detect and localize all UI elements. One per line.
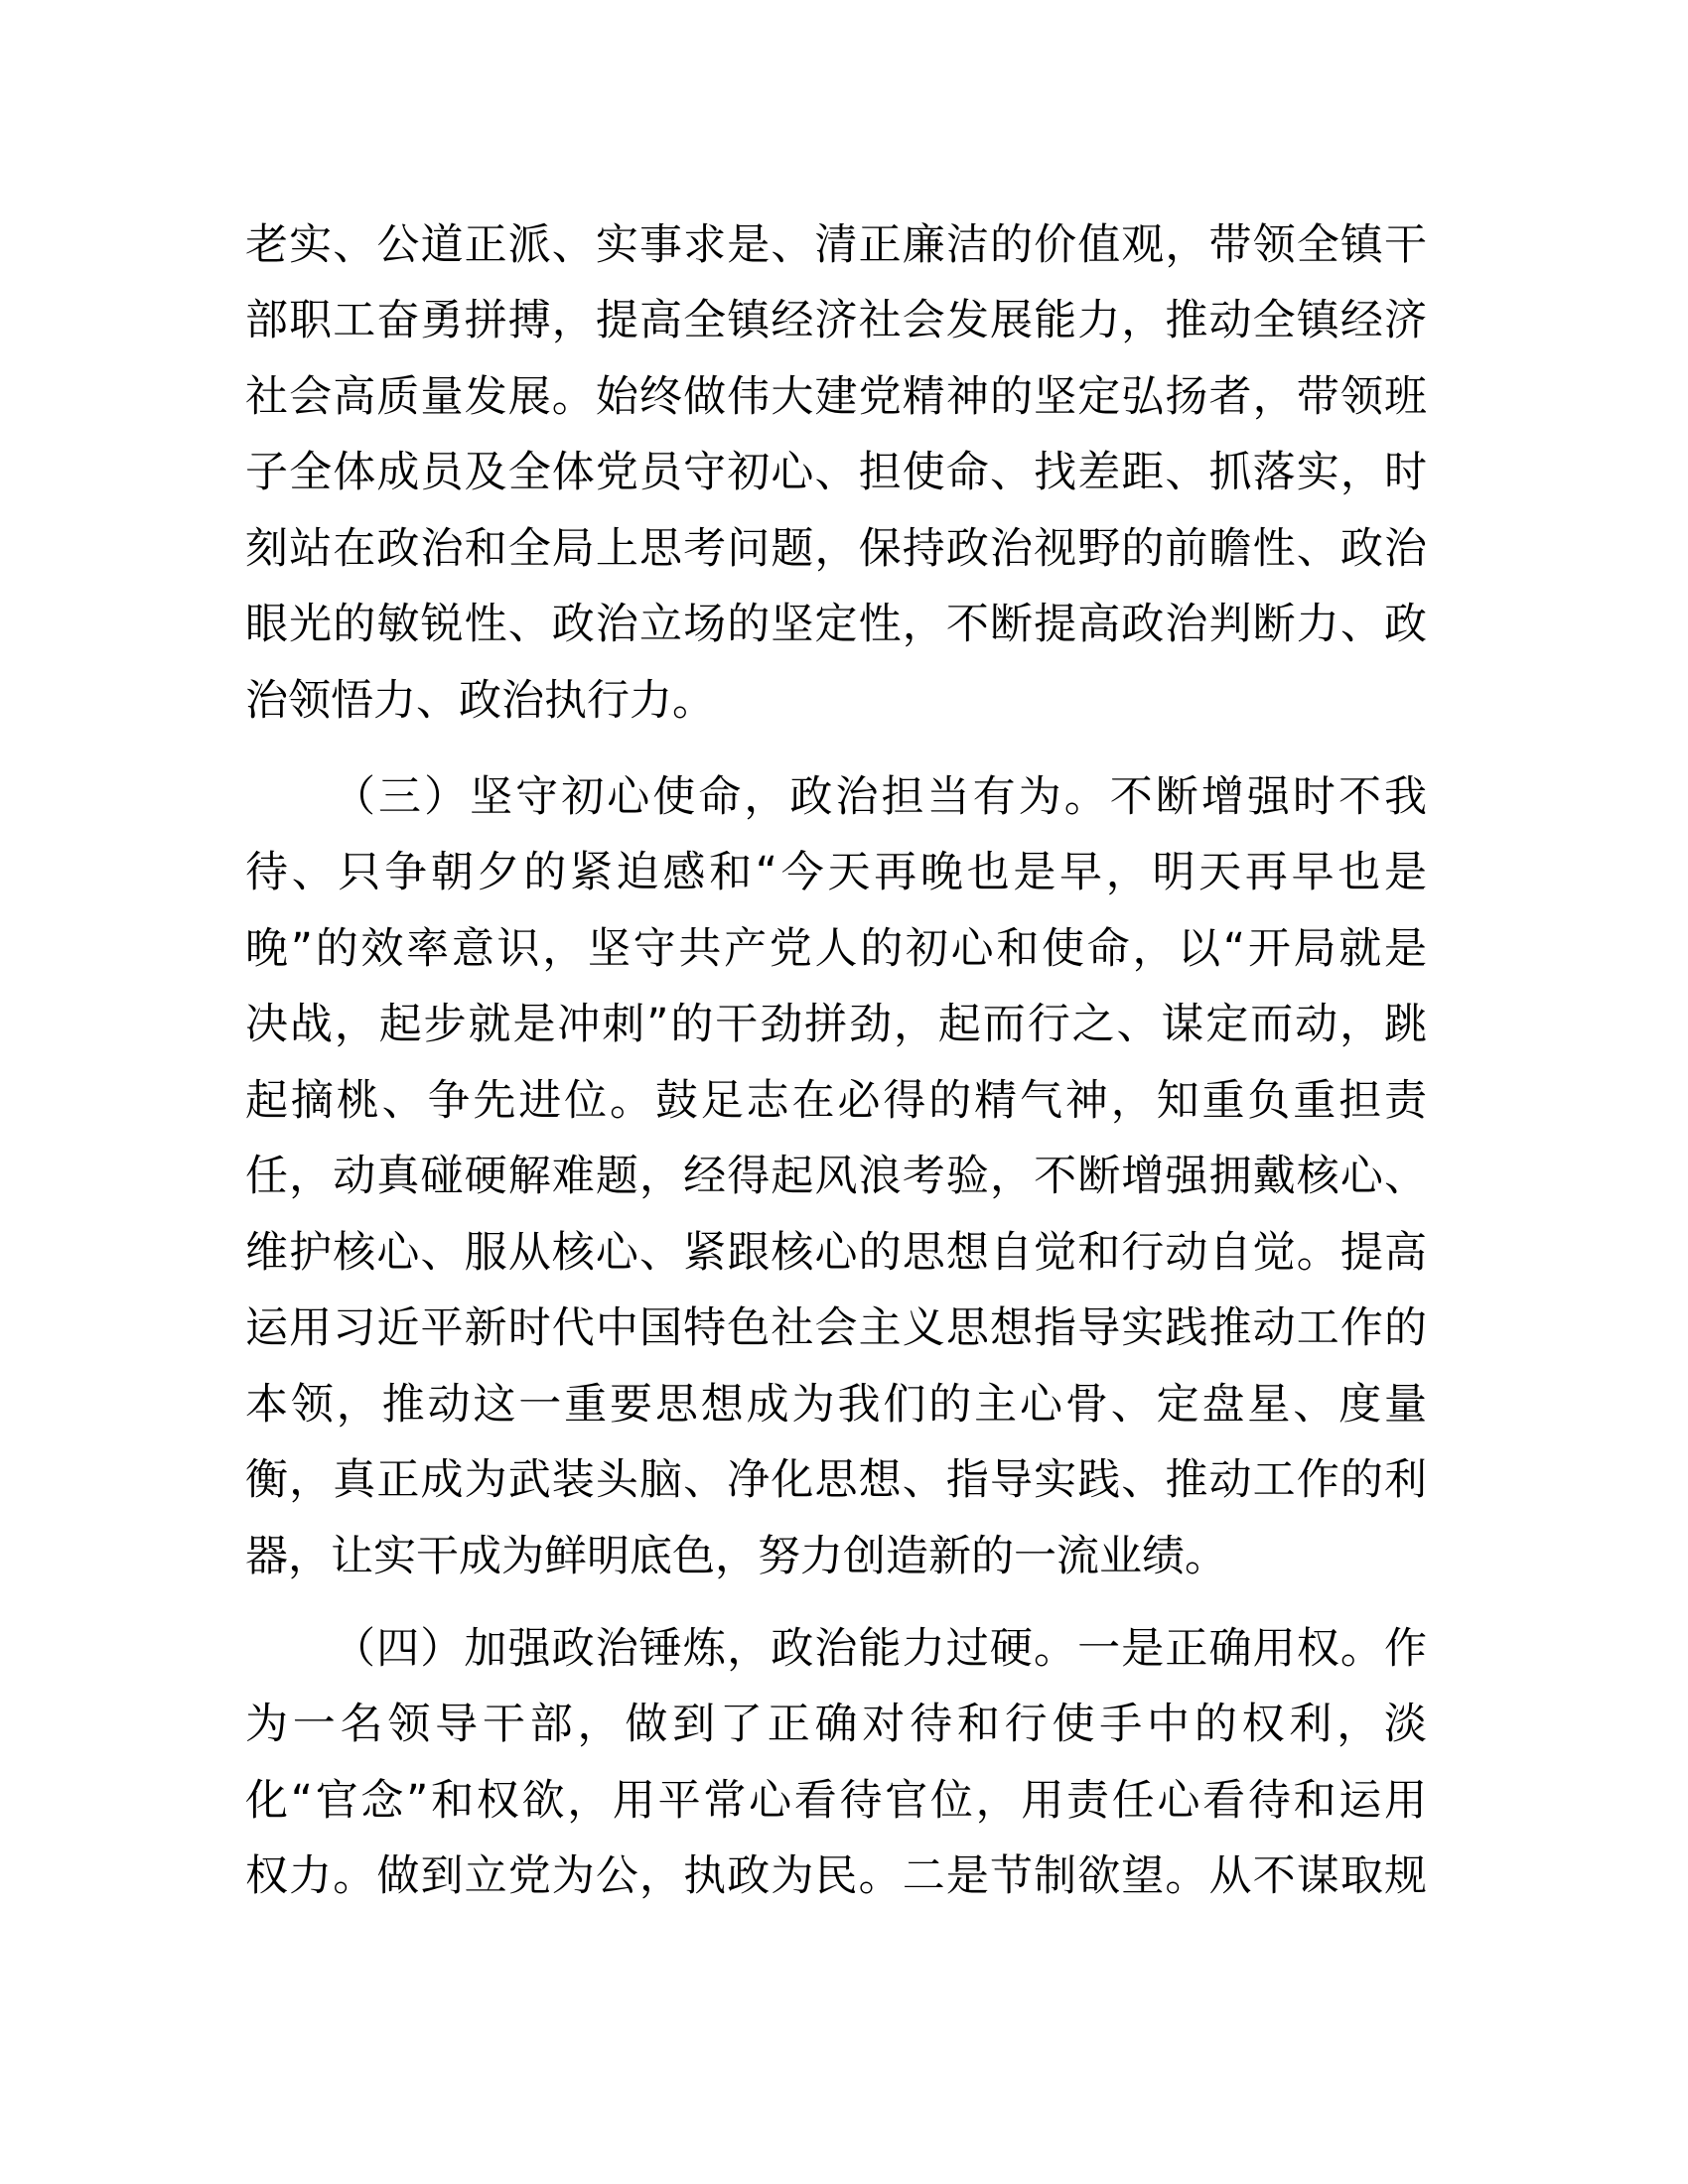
section-heading-line: （三）坚守初心使命，政治担当有为。不断增强时不我 — [333, 772, 1427, 822]
text-line: 子全体成员及全体党员守初心、担使命、找差距、抓落实，时 — [245, 448, 1427, 497]
text-line: 眼光的敏锐性、政治立场的坚定性，不断提高政治判断力、政 — [245, 600, 1427, 649]
text-line: 社会高质量发展。始终做伟大建党精神的坚定弘扬者，带领班 — [245, 372, 1427, 422]
section-heading-line: （四）加强政治锤炼，政治能力过硬。一是正确用权。作 — [333, 1624, 1427, 1674]
text-line: 为一名领导干部，做到了正确对待和行使手中的权利，淡 — [245, 1700, 1427, 1749]
text-line: 运用习近平新时代中国特色社会主义思想指导实践推动工作的 — [245, 1303, 1427, 1353]
text-line: 维护核心、服从核心、紧跟核心的思想自觉和行动自觉。提高 — [245, 1228, 1427, 1278]
text-line: 化“官念”和权欲，用平常心看待官位，用责任心看待和运用 — [245, 1776, 1427, 1826]
text-line: 老实、公道正派、实事求是、清正廉洁的价值观，带领全镇干 — [245, 220, 1427, 270]
text-line: 刻站在政治和全局上思考问题，保持政治视野的前瞻性、政治 — [245, 524, 1427, 574]
text-line: 部职工奋勇拼搏，提高全镇经济社会发展能力，推动全镇经济 — [245, 296, 1427, 345]
text-line: 权力。做到立党为公，执政为民。二是节制欲望。从不谋取规 — [245, 1851, 1427, 1901]
text-line: 起摘桃、争先进位。鼓足志在必得的精气神，知重负重担责 — [245, 1076, 1427, 1126]
text-line: 决战，起步就是冲刺”的干劲拼劲，起而行之、谋定而动，跳 — [245, 1000, 1427, 1049]
text-line: 治领悟力、政治执行力。 — [245, 676, 715, 726]
text-line: 衡，真正成为武装头脑、净化思想、指导实践、推动工作的利 — [245, 1455, 1427, 1505]
text-line: 器，让实干成为鲜明底色，努力创造新的一流业绩。 — [245, 1532, 1227, 1581]
text-line: 任，动真碰硬解难题，经得起风浪考验，不断增强拥戴核心、 — [245, 1152, 1427, 1201]
text-line: 本领，推动这一重要思想成为我们的主心骨、定盘星、度量 — [245, 1380, 1427, 1430]
text-line: 晚”的效率意识，坚守共产党人的初心和使命，以“开局就是 — [245, 924, 1427, 974]
text-line: 待、只争朝夕的紧迫感和“今天再晚也是早，明天再早也是 — [245, 848, 1427, 897]
